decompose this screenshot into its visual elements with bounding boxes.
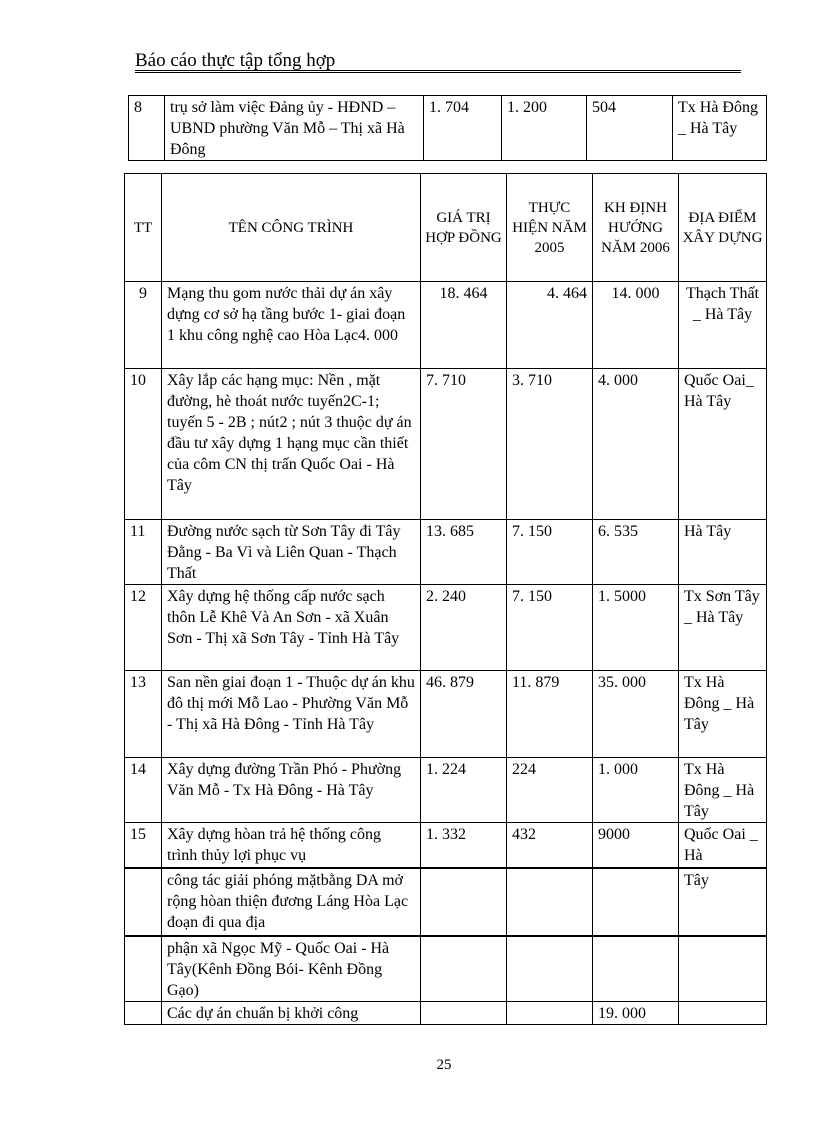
- cell-done: 7. 150: [507, 520, 593, 585]
- cell-plan: 1. 5000: [593, 585, 679, 671]
- cell-place: Quốc Oai_ Hà Tây: [679, 369, 767, 520]
- cell-done: 432: [507, 823, 593, 868]
- table-row: [125, 671, 767, 758]
- cell-name: Xây dựng hòan trả hệ thống công trình thủy lợi phục vụ: [162, 823, 421, 868]
- cell-name: trụ sở làm việc Đảng ủy - HĐND –UBND phường Văn Mỗ – Thị xã Hà Đông: [165, 96, 424, 161]
- cell-plan: 9000: [593, 823, 679, 868]
- cell-contract: 1. 332: [421, 823, 507, 868]
- cell-contract: 1. 224: [421, 758, 507, 823]
- header-place: ĐỊA ĐIỂM XÂY DỰNG: [679, 174, 767, 282]
- table-row: [125, 936, 767, 1002]
- cell-place: Hà Tây: [679, 520, 767, 585]
- table-header-row: [125, 174, 767, 282]
- cell-tt: 8: [129, 96, 165, 161]
- cell-plan: 35. 000: [593, 671, 679, 758]
- header-done: THỰC HIỆN NĂM 2005: [507, 174, 593, 282]
- cell-tt: 11: [125, 520, 162, 585]
- cell-tt: 13: [125, 671, 162, 758]
- cell-tt: [125, 868, 162, 936]
- cell-done: 7. 150: [507, 585, 593, 671]
- cell-name: phận xã Ngọc Mỹ - Quốc Oai - Hà Tây(Kênh Đồng Bói- Kênh Đồng Gạo): [162, 936, 421, 1002]
- projects-table: [124, 173, 767, 1025]
- cell-place: Thạch Thất _ Hà Tây: [679, 282, 767, 369]
- cell-tt: 14: [125, 758, 162, 823]
- cell-contract: 7. 710: [421, 369, 507, 520]
- cell-place: [679, 1002, 767, 1025]
- cell-contract: [421, 868, 507, 936]
- continued-table: [128, 95, 767, 161]
- cell-plan: [593, 868, 679, 936]
- cell-plan: 1. 000: [593, 758, 679, 823]
- header-name: TÊN CÔNG TRÌNH: [162, 174, 421, 282]
- cell-place: Tây: [679, 868, 767, 936]
- cell-contract: 18. 464: [421, 282, 507, 369]
- cell-place: Tx Sơn Tây _ Hà Tây: [679, 585, 767, 671]
- page-number: 25: [436, 1057, 452, 1073]
- cell-done: 224: [507, 758, 593, 823]
- table-row: [125, 585, 767, 671]
- table-row: [125, 758, 767, 823]
- cell-done: 4. 464: [507, 282, 593, 369]
- cell-plan: 504: [587, 96, 673, 161]
- cell-contract: [421, 936, 507, 1002]
- cell-place: [679, 936, 767, 1002]
- header-contract: GIÁ TRỊ HỢP ĐỒNG: [421, 174, 507, 282]
- cell-tt: 9: [125, 282, 162, 369]
- table-row: [129, 96, 767, 161]
- cell-plan: 6. 535: [593, 520, 679, 585]
- table-row: [125, 1002, 767, 1025]
- cell-plan: 19. 000: [593, 1002, 679, 1025]
- table-row: [125, 520, 767, 585]
- cell-tt: 10: [125, 369, 162, 520]
- cell-name: Xây lắp các hạng mục: Nền , mặt đường, hè thoát nước tuyến2C-1; tuyến 5 - 2B ; nút2 ; nút 3 thuộc dự án đầu tư xây dựng 1 hạng mục cần thiết của côm CN thị trấn Quốc Oai - Hà Tây: [162, 369, 421, 520]
- cell-place: Tx Hà Đông _ Hà Tây: [679, 671, 767, 758]
- header-plan: KH ĐỊNH HƯỚNG NĂM 2006: [593, 174, 679, 282]
- cell-place: Quốc Oai _ Hà: [679, 823, 767, 868]
- cell-place: Tx Hà Đông _ Hà Tây: [679, 758, 767, 823]
- header-rule: [135, 70, 741, 73]
- cell-place: Tx Hà Đông _ Hà Tây: [673, 96, 767, 161]
- cell-tt: 12: [125, 585, 162, 671]
- table-row: [125, 823, 767, 868]
- cell-contract: 2. 240: [421, 585, 507, 671]
- cell-name: công tác giải phóng mặtbằng DA mở rộng hòan thiện đương Láng Hòa Lạc đoạn đi qua địa: [162, 868, 421, 936]
- cell-plan: [593, 936, 679, 1002]
- cell-done: [507, 936, 593, 1002]
- cell-name: San nền giai đoạn 1 - Thuộc dự án khu đô thị mới Mỗ Lao - Phường Văn Mỗ - Thị xã Hà Đông - Tỉnh Hà Tây: [162, 671, 421, 758]
- cell-done: 3. 710: [507, 369, 593, 520]
- header-tt: TT: [125, 174, 162, 282]
- cell-contract: 1. 704: [424, 96, 502, 161]
- cell-name: Các dự án chuẩn bị khởi công: [162, 1002, 421, 1025]
- cell-name: Đường nước sạch từ Sơn Tây đi Tây Đằng - Ba Vì và Liên Quan - Thạch Thất: [162, 520, 421, 585]
- report-title: Báo cáo thực tập tổng hợp: [135, 50, 336, 71]
- table-row: [125, 282, 767, 369]
- cell-name: Mạng thu gom nước thải dự án xây dựng cơ sở hạ tầng bước 1- giai đoạn 1 khu công nghệ cao Hòa Lạc4. 000: [162, 282, 421, 369]
- cell-contract: 13. 685: [421, 520, 507, 585]
- page-header: [135, 50, 741, 74]
- cell-tt: 15: [125, 823, 162, 868]
- cell-plan: 14. 000: [593, 282, 679, 369]
- cell-done: 1. 200: [502, 96, 587, 161]
- cell-tt: [125, 936, 162, 1002]
- cell-name: Xây dựng đường Trần Phó - Phường Văn Mỗ - Tx Hà Đông - Hà Tây: [162, 758, 421, 823]
- cell-done: [507, 868, 593, 936]
- cell-done: 11. 879: [507, 671, 593, 758]
- table-row: [125, 369, 767, 520]
- table-row: [125, 868, 767, 936]
- cell-contract: [421, 1002, 507, 1025]
- cell-name: Xây dựng hệ thống cấp nước sạch thôn Lễ Khê Và An Sơn - xã Xuân Sơn - Thị xã Sơn Tây - Tỉnh Hà Tây: [162, 585, 421, 671]
- cell-plan: 4. 000: [593, 369, 679, 520]
- cell-tt: [125, 1002, 162, 1025]
- cell-done: [507, 1002, 593, 1025]
- cell-contract: 46. 879: [421, 671, 507, 758]
